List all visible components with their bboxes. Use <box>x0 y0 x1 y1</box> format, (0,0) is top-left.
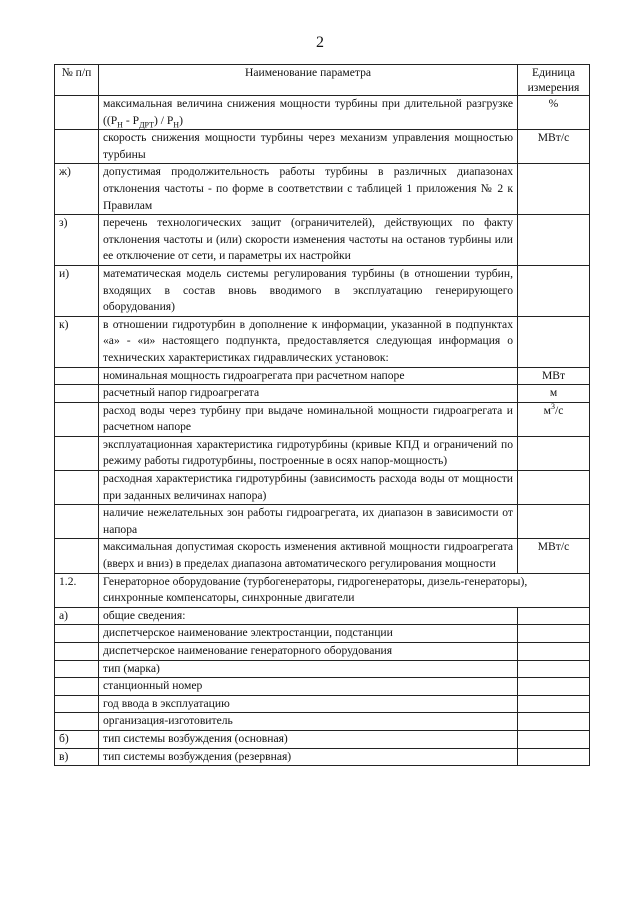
row-parameter-name: тип системы возбуждения (основная) <box>99 730 518 748</box>
table-row-section <box>55 573 590 607</box>
row-number: б) <box>55 730 99 748</box>
row-number <box>55 643 99 661</box>
table-row <box>55 385 590 403</box>
row-unit <box>518 695 590 713</box>
table-row <box>55 607 590 625</box>
row-unit: МВт/с <box>518 130 590 164</box>
row-unit <box>518 660 590 678</box>
row-unit <box>518 215 590 266</box>
row-unit: $м^3/с$ <box>518 402 590 436</box>
table-row <box>55 436 590 470</box>
row-unit <box>518 436 590 470</box>
table-row <box>55 316 590 367</box>
row-number <box>55 385 99 403</box>
row-parameter-name: максимальная допустимая скорость изменения активной мощности гидроагрегата (вверх и вниз) в пределах диапазона автоматического регулирования мощности <box>99 539 518 573</box>
row-number: и) <box>55 265 99 316</box>
parameters-table <box>54 64 590 766</box>
row-section-title: Генераторное оборудование (турбогенераторы, гидрогенераторы, дизель-генераторы), синхронные компенсаторы, синхронные двигатели <box>99 573 590 607</box>
row-number <box>55 625 99 643</box>
row-number: в) <box>55 748 99 766</box>
row-unit <box>518 164 590 215</box>
row-parameter-name: максимальная величина снижения мощности турбины при длительной разгрузке $((P_Н - P_{ДРТ}) / P_Н)$ <box>99 96 518 130</box>
row-unit <box>518 713 590 731</box>
row-unit <box>518 471 590 505</box>
table-row <box>55 96 590 130</box>
row-parameter-name: тип системы возбуждения (резервная) <box>99 748 518 766</box>
table-row <box>55 505 590 539</box>
row-parameter-name: эксплуатационная характеристика гидротурбины (кривые КПД и ограничений по режиму работы гидротурбины, построенные в осях напор-мощность) <box>99 436 518 470</box>
row-number: 1.2. <box>55 573 99 607</box>
table-row <box>55 164 590 215</box>
row-parameter-name: расчетный напор гидроагрегата <box>99 385 518 403</box>
row-unit <box>518 505 590 539</box>
row-parameter-name: математическая модель системы регулирования турбины (в отношении турбин, входящих в состав вновь вводимого в эксплуатацию генерирующего оборудования) <box>99 265 518 316</box>
header-parameter-name: Наименование параметра <box>99 65 518 96</box>
row-unit: м <box>518 385 590 403</box>
row-parameter-name: наличие нежелательных зон работы гидроагрегата, их диапазон в зависимости от напора <box>99 505 518 539</box>
row-parameter-name: перечень технологических защит (ограничителей), действующих по факту отклонения частоты и (или) скорости изменения частоты на останов турбины или ее отключение от сети, и параметры их настройки <box>99 215 518 266</box>
row-unit: % <box>518 96 590 130</box>
header-number: № п/п <box>55 65 99 96</box>
table-row <box>55 625 590 643</box>
table-row <box>55 539 590 573</box>
row-parameter-name: расходная характеристика гидротурбины (зависимость расхода воды от мощности при заданных величинах напора) <box>99 471 518 505</box>
row-parameter-name: организация-изготовитель <box>99 713 518 731</box>
row-parameter-name: тип (марка) <box>99 660 518 678</box>
row-unit <box>518 643 590 661</box>
row-parameter-name: общие сведения: <box>99 607 518 625</box>
row-parameter-name: расход воды через турбину при выдаче номинальной мощности гидроагрегата и расчетном напоре <box>99 402 518 436</box>
row-parameter-name: диспетчерское наименование электростанции, подстанции <box>99 625 518 643</box>
row-number <box>55 695 99 713</box>
row-parameter-name: в отношении гидротурбин в дополнение к информации, указанной в подпунктах «а» - «и» настоящего подпункта, предоставляется следующая информация о технических характеристиках гидравлических установок: <box>99 316 518 367</box>
row-unit <box>518 748 590 766</box>
row-number <box>55 436 99 470</box>
row-number <box>55 539 99 573</box>
table-row <box>55 678 590 696</box>
table-row <box>55 748 590 766</box>
row-number <box>55 713 99 731</box>
table-row <box>55 367 590 385</box>
row-unit <box>518 316 590 367</box>
table-row <box>55 660 590 678</box>
table-row <box>55 471 590 505</box>
row-number <box>55 367 99 385</box>
row-number: з) <box>55 215 99 266</box>
row-unit <box>518 678 590 696</box>
row-unit <box>518 625 590 643</box>
table-header-row <box>55 65 590 96</box>
table-row <box>55 643 590 661</box>
table-row <box>55 713 590 731</box>
page-number: 2 <box>316 34 324 51</box>
row-parameter-name: скорость снижения мощности турбины через механизм управления мощностью турбины <box>99 130 518 164</box>
row-number <box>55 471 99 505</box>
row-parameter-name: диспетчерское наименование генераторного оборудования <box>99 643 518 661</box>
row-number: к) <box>55 316 99 367</box>
row-parameter-name: допустимая продолжительность работы турбины в различных диапазонах отклонения частоты - по форме в соответствии с таблицей 1 приложения № 2 к Правилам <box>99 164 518 215</box>
row-number: а) <box>55 607 99 625</box>
table-row <box>55 402 590 436</box>
row-parameter-name: станционный номер <box>99 678 518 696</box>
row-unit: МВт/с <box>518 539 590 573</box>
row-number <box>55 660 99 678</box>
row-parameter-name: год ввода в эксплуатацию <box>99 695 518 713</box>
header-unit: Единица измерения <box>518 65 590 96</box>
table-row <box>55 265 590 316</box>
row-number <box>55 130 99 164</box>
row-number: ж) <box>55 164 99 215</box>
row-unit <box>518 730 590 748</box>
row-parameter-name: номинальная мощность гидроагрегата при расчетном напоре <box>99 367 518 385</box>
row-number <box>55 678 99 696</box>
table-row <box>55 215 590 266</box>
row-unit <box>518 265 590 316</box>
table-row <box>55 695 590 713</box>
row-number <box>55 505 99 539</box>
row-unit <box>518 607 590 625</box>
table-row <box>55 730 590 748</box>
row-number <box>55 402 99 436</box>
table-row <box>55 130 590 164</box>
row-number <box>55 96 99 130</box>
row-unit: МВт <box>518 367 590 385</box>
